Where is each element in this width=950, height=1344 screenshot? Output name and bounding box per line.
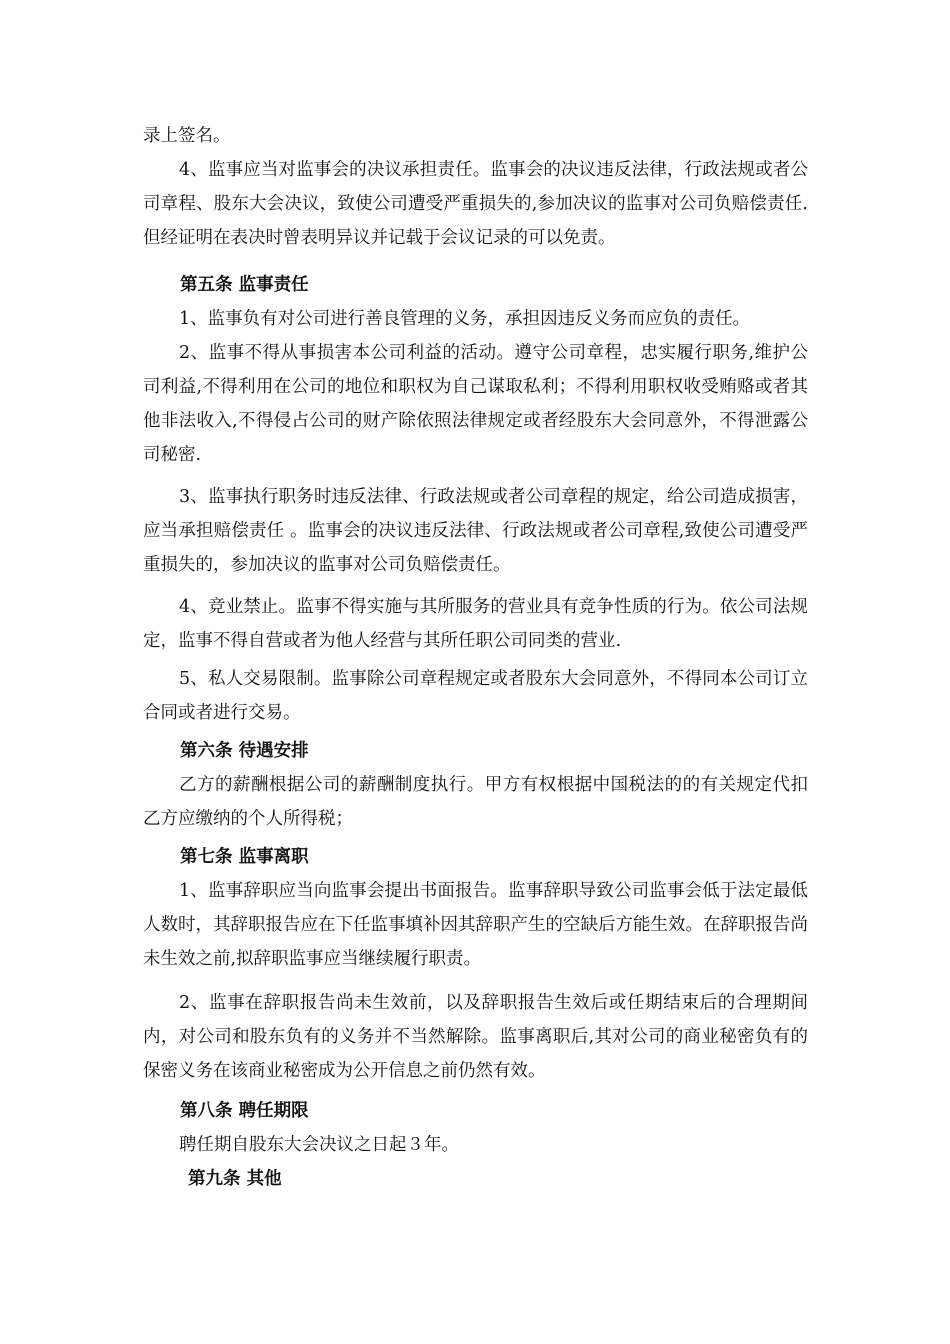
paragraph-5-1: 1、监事负有对公司进行善良管理的义务，承担因违反义务而应负的责任。 [179,309,751,329]
paragraph-6-1: 乙方的薪酬根据公司的薪酬制度执行。甲方有权根据中国税法的的有关规定代扣乙方应缴纳的个人所得税； [143,775,808,829]
heading-article-7: 第七条 监事离职 [180,847,309,867]
heading-article-5: 第五条 监事责任 [180,275,309,295]
paragraph-5-5: 5、私人交易限制。监事除公司章程规定或者股东大会同意外，不得同本公司订立合同或者进行交易。 [143,669,808,723]
paragraph-continuation: 录上签名。 [143,126,231,146]
paragraph-7-2: 2、监事在辞职报告尚未生效前，以及辞职报告生效后或任期结束后的合理期间内，对公司和股东负有的义务并不当然解除。监事离职后,其对公司的商业秘密负有的保密义务在该商业秘密成为公开信息之前仍然有效。 [143,993,808,1081]
paragraph-article4-item4: 4、监事应当对监事会的决议承担责任。监事会的决议违反法律，行政法规或者公司章程、股东大会决议，致使公司遭受严重损失的,参加决议的监事对公司负赔偿责任.但经证明在表决时曾表明异议并记载于会议记录的可以免责。 [143,160,808,248]
paragraph-8-1: 聘任期自股东大会决议之日起３年。 [179,1135,459,1155]
heading-article-8: 第八条 聘任期限 [180,1101,309,1121]
paragraph-5-3: 3、监事执行职务时违反法律、行政法规或者公司章程的规定，给公司造成损害，应当承担赔偿责任 。监事会的决议违反法律、行政法规或者公司章程,致使公司遭受严重损失的，参加决议的监事对公司负赔偿责任。 [143,487,808,575]
paragraph-7-1: 1、监事辞职应当向监事会提出书面报告。监事辞职导致公司监事会低于法定最低人数时，其辞职报告应在下任监事填补因其辞职产生的空缺后方能生效。在辞职报告尚未生效之前,拟辞职监事应当继续履行职责。 [143,881,808,969]
heading-article-9: 第九条 其他 [188,1169,282,1189]
heading-article-6: 第六条 待遇安排 [180,741,309,761]
paragraph-5-2: 2、监事不得从事损害本公司利益的活动。遵守公司章程，忠实履行职务,维护公司利益,不得利用在公司的地位和职权为自己谋取私利；不得利用职权收受贿赂或者其他非法收入,不得侵占公司的财产除依照法律规定或者经股东大会同意外，不得泄露公司秘密. [143,343,808,465]
paragraph-5-4: 4、竞业禁止。监事不得实施与其所服务的营业具有竞争性质的行为。依公司法规定，监事不得自营或者为他人经营与其所任职公司同类的营业. [143,597,808,651]
